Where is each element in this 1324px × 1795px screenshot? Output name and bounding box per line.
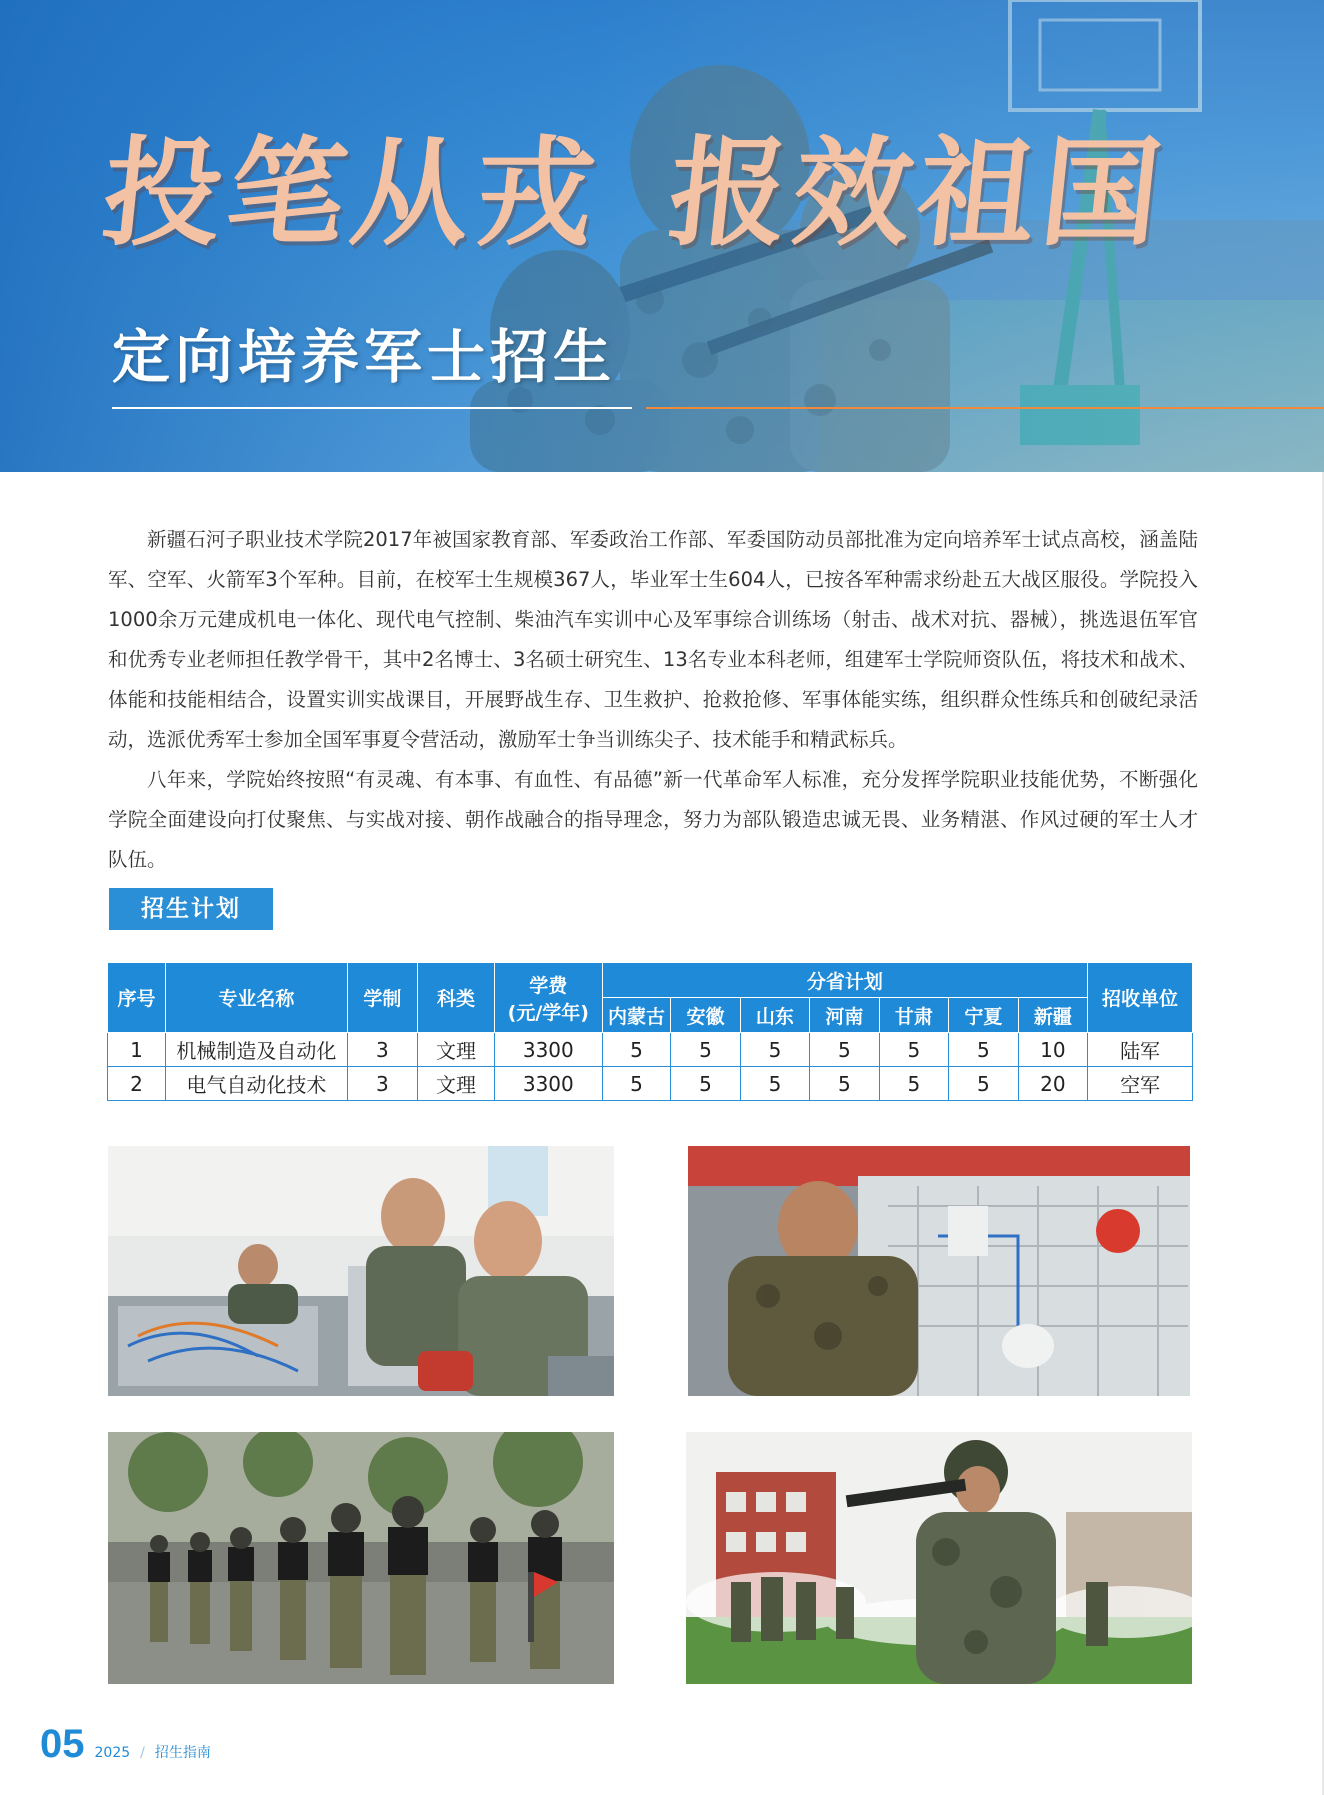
header-provinces-group: 分省计划 bbox=[602, 963, 1087, 998]
cell-quota: 5 bbox=[671, 1067, 740, 1101]
page-title: 定向培养军士招生 bbox=[112, 323, 617, 391]
intro-paragraph-2: 八年来，学院始终按照“有灵魂、有本事、有血性、有品德”新一代革命军人标准，充分发挥学院职业技能优势，不断强化学院全面建设向打仗聚焦、与实战对接、朝作战融合的指导理念，努力为部队锻造忠诚无畏、业务精湛、作风过硬的军士人才队伍。 bbox=[108, 768, 1198, 871]
cell-category: 文理 bbox=[418, 1067, 495, 1101]
slogan-part-2: 报效祖国 bbox=[662, 122, 1174, 262]
footer-guide-title: 招生指南 bbox=[154, 1745, 211, 1761]
cell-quota: 5 bbox=[949, 1033, 1018, 1067]
cell-quota: 5 bbox=[810, 1067, 879, 1101]
header-major: 专业名称 bbox=[166, 963, 348, 1033]
photo-combat-drill bbox=[108, 1432, 614, 1684]
page-number: 05 bbox=[40, 1722, 85, 1766]
cell-quota: 5 bbox=[602, 1033, 670, 1067]
table-row bbox=[108, 1033, 1193, 1067]
header-fee-label: 学费 bbox=[529, 974, 568, 997]
header-province: 宁夏 bbox=[949, 998, 1018, 1033]
table-row bbox=[108, 1067, 1193, 1101]
header-province: 新疆 bbox=[1018, 998, 1088, 1033]
header-fee-unit: (元/学年) bbox=[507, 1001, 589, 1024]
header-province: 安徽 bbox=[671, 998, 740, 1033]
cell-years: 3 bbox=[347, 1033, 418, 1067]
footer-year: 2025 bbox=[94, 1745, 131, 1761]
title-underline-white bbox=[112, 407, 632, 409]
header-index: 序号 bbox=[108, 963, 166, 1033]
photo-lab-training bbox=[108, 1146, 614, 1396]
cell-quota: 10 bbox=[1018, 1033, 1088, 1067]
header-province: 山东 bbox=[740, 998, 809, 1033]
header-fee bbox=[494, 963, 602, 1033]
header-province: 河南 bbox=[810, 998, 879, 1033]
slogan-part-1: 投笔从戎 bbox=[96, 122, 608, 262]
cell-category: 文理 bbox=[418, 1033, 495, 1067]
cell-quota: 5 bbox=[740, 1067, 809, 1101]
header-category: 科类 bbox=[418, 963, 495, 1033]
title-underline-orange bbox=[646, 407, 1324, 409]
photo-tactical-assault bbox=[686, 1432, 1192, 1684]
photo-electrical-panel bbox=[688, 1146, 1190, 1396]
cell-years: 3 bbox=[347, 1067, 418, 1101]
section-label-enrollment-plan: 招生计划 bbox=[109, 888, 273, 930]
cell-quota: 5 bbox=[740, 1033, 809, 1067]
cell-quota: 5 bbox=[879, 1067, 948, 1101]
header-banner bbox=[0, 0, 1324, 472]
banner-slogan bbox=[96, 95, 1225, 270]
cell-index: 2 bbox=[108, 1067, 166, 1101]
intro-text bbox=[108, 520, 1198, 880]
cell-quota: 5 bbox=[602, 1067, 670, 1101]
header-province: 内蒙古 bbox=[602, 998, 670, 1033]
cell-quota: 5 bbox=[810, 1033, 879, 1067]
intro-paragraph-1: 新疆石河子职业技术学院2017年被国家教育部、军委政治工作部、军委国防动员部批准为定向培养军士试点高校，涵盖陆军、空军、火箭军3个军种。目前，在校军士生规模367人，毕业军士生604人，已按各军种需求纷赴五大战区服役。学院投入1000余万元建成机电一体化、现代电气控制、柴油汽车实训中心及军事综合训练场（射击、战术对抗、器械），挑选退伍军官和优秀专业老师担任教学骨干，其中2名博士、3名硕士研究生、13名专业本科老师，组建军士学院师资队伍，将技术和战术、体能和技能相结合，设置实训实战课目，开展野战生存、卫生救护、抢救抢修、军事体能实练，组织群众性练兵和创破纪录活动，选派优秀军士参加全国军事夏令营活动，激励军士争当训练尖子、技术能手和精武标兵。 bbox=[108, 528, 1198, 751]
cell-quota: 20 bbox=[1018, 1067, 1088, 1101]
cell-unit: 空军 bbox=[1088, 1067, 1193, 1101]
header-years: 学制 bbox=[347, 963, 418, 1033]
cell-index: 1 bbox=[108, 1033, 166, 1067]
cell-quota: 5 bbox=[879, 1033, 948, 1067]
page-footer bbox=[40, 1722, 211, 1767]
cell-quota: 5 bbox=[671, 1033, 740, 1067]
header-province: 甘肃 bbox=[879, 998, 948, 1033]
cell-quota: 5 bbox=[949, 1067, 1018, 1101]
cell-major: 机械制造及自动化 bbox=[166, 1033, 348, 1067]
header-unit: 招收单位 bbox=[1088, 963, 1193, 1033]
cell-fee: 3300 bbox=[494, 1033, 602, 1067]
footer-separator: / bbox=[140, 1745, 145, 1761]
cell-fee: 3300 bbox=[494, 1067, 602, 1101]
cell-major: 电气自动化技术 bbox=[166, 1067, 348, 1101]
enrollment-plan-table bbox=[107, 962, 1193, 1101]
cell-unit: 陆军 bbox=[1088, 1033, 1193, 1067]
